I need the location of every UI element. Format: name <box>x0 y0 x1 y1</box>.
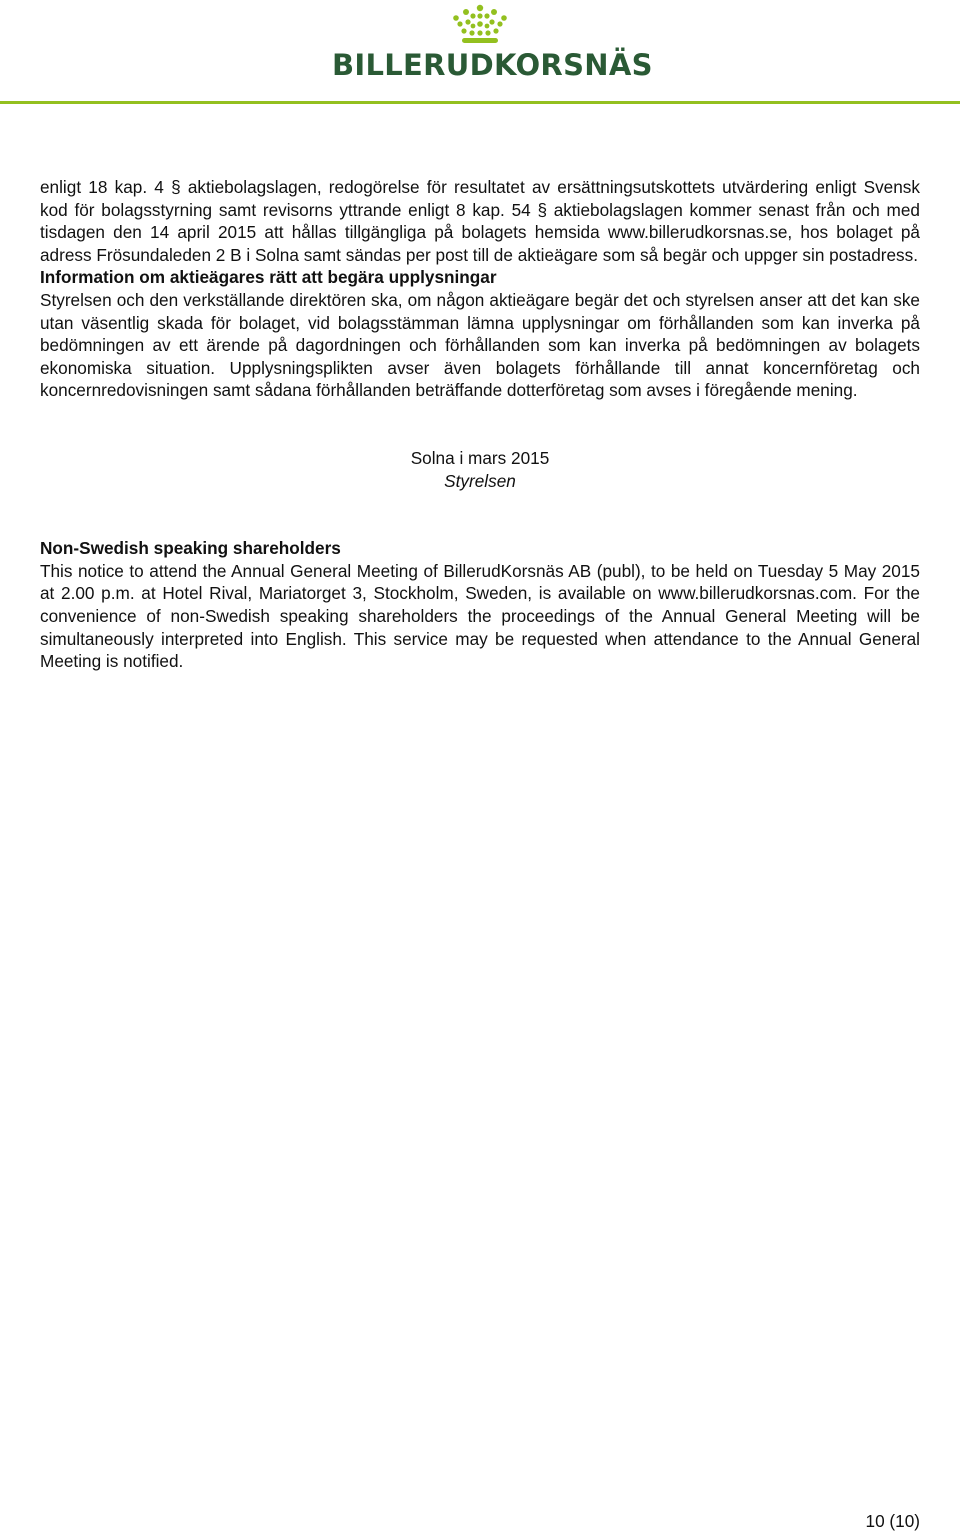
document-body <box>40 176 920 673</box>
company-logo <box>332 4 653 82</box>
info-section-heading: Information om aktieägares rätt att begära upplysningar <box>40 267 497 288</box>
page-header <box>0 0 960 106</box>
signature-place-date: Solna i mars 2015 <box>410 447 550 468</box>
crown-icon <box>452 4 508 44</box>
logo-wordmark: BILLERUDKORSNÄS <box>332 48 653 82</box>
page-number: 10 (10) <box>865 1511 920 1531</box>
english-section-text: This notice to attend the Annual General Meeting of BillerudKorsnäs AB (publ), to be held on Tuesday 5 May 2015 at 2.00 p.m. at Hotel Rival, Mariatorget 3, Stockholm, Sweden, is available on www.billerudkorsnas.com. For the convenience of non-Swedish speaking shareholders the proceedings of the Annual General Meeting will be simultaneously interpreted into English. This service may be requested when attendance to the Annual General Meeting is notified. <box>40 560 920 672</box>
signature-block <box>40 447 920 492</box>
signature-signer: Styrelsen <box>444 470 516 491</box>
intro-paragraph: enligt 18 kap. 4 § aktiebolagslagen, redogörelse för resultatet av ersättningsutskottets utvärdering enligt Svensk kod för bolagsstyrning samt revisorns yttrande enligt 8 kap. 54 § aktiebolagslagen kommer senast från och med tisdagen den 14 april 2015 att hållas tillgängliga på bolagets hemsida www.billerudkorsnas.se, hos bolaget på adress Frösundaleden 2 B i Solna samt sändas per post till de aktieägare som så begär och uppger sin postadress. <box>40 177 920 265</box>
english-section-heading: Non-Swedish speaking shareholders <box>40 538 341 559</box>
header-divider <box>0 101 960 104</box>
info-section-text: Styrelsen och den verkställande direktören ska, om någon aktieägare begär det och styrelsen anser att det kan ske utan väsentlig skada för bolaget, vid bolagsstämman lämna upplysningar om förhållanden som kan inverka på bedömningen av ett ärende på dagordningen och förhållanden som kan inverka på bedömningen av bolagets ekonomiska situation. Upplysningsplikten avser även bolagets förhållande till annat koncernföretag och koncernredovisningen samt sådana förhållanden beträffande dotterföretag som avses i föregående mening. <box>40 289 920 401</box>
